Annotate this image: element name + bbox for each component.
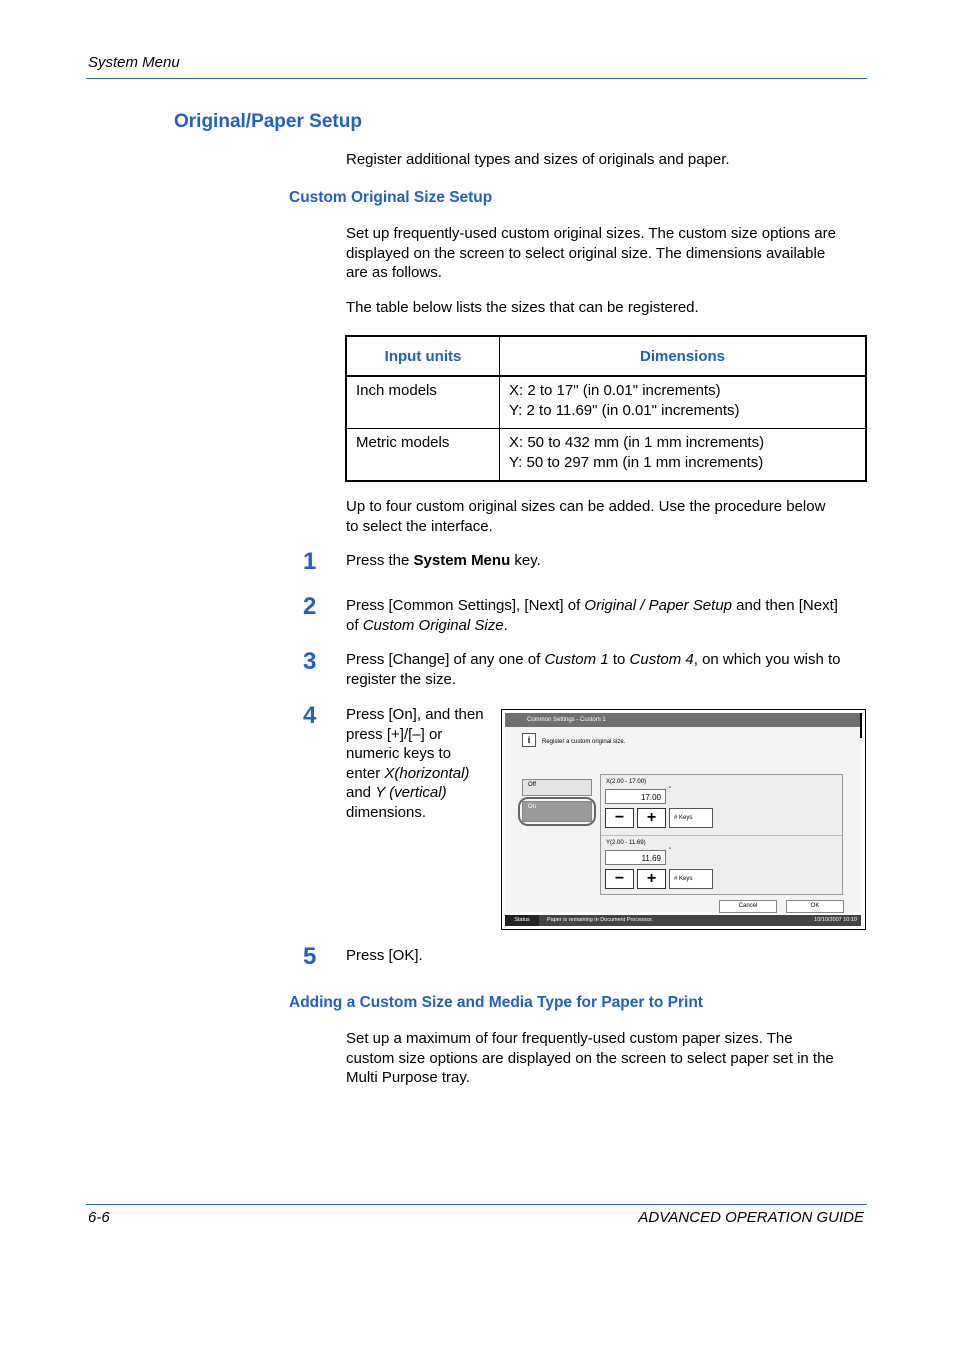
table-header-dimensions: Dimensions [500,336,867,376]
step-line: numeric keys to [346,745,452,762]
step-text: and [346,784,376,801]
y-value-field[interactable]: 11.69 [605,850,666,865]
step-text: to [608,651,630,668]
table-cell-dimensions [500,429,867,482]
step-5-text: Press [OK]. [346,947,423,964]
table-cell-dimensions [500,376,867,429]
paragraph-line: are as follows. [346,264,442,281]
dimension-x: X: 2 to 17" (in 0.01" increments) [509,382,721,399]
adding-paragraph [346,1029,868,1088]
step-line [346,616,868,636]
paragraph-line: Set up a maximum of four frequently-used custom paper sizes. The [346,1030,793,1047]
step-emph: Custom Original Size [362,616,504,634]
step-text: and then [Next] [732,597,838,614]
step-text: of [346,616,363,634]
step-emph: Custom 1 [544,651,609,668]
x-unit: " [669,787,672,793]
size-table [345,335,867,482]
cancel-button[interactable]: Cancel [719,900,777,913]
step-number-3: 3 [303,648,317,675]
header-rule [86,78,867,79]
step-line [346,596,868,616]
table-intro: The table below lists the sizes that can be registered. [346,299,699,316]
subsection-title-adding: Adding a Custom Size and Media Type for Paper to Print [289,994,703,1011]
procedure-intro [346,497,868,536]
step-text: Press [Common Settings], [Next] of [346,597,585,614]
running-header: System Menu [88,54,180,71]
step-text: Press [Change] of any one of [346,651,545,668]
step-emph: Y (vertical) [375,784,447,801]
dimension-group [600,774,843,895]
step-line: Press [On], and then [346,706,484,723]
custom-original-paragraph [346,224,868,283]
panel-message: Register a custom original size. [542,739,626,745]
step-4-text [346,705,496,822]
table-header-input-units: Input units [346,336,500,376]
y-minus-button[interactable]: − [605,869,634,889]
step-emph: X(horizontal) [384,764,470,782]
key-name: System Menu [413,552,511,569]
status-message: Paper is remaining in Document Processor. [547,917,653,923]
status-button[interactable]: Status [505,915,539,926]
x-keys-button[interactable]: # Keys [669,808,713,828]
info-icon: i [522,733,536,747]
step-emph: Original / Paper Setup [584,597,733,614]
subsection-title-custom-original: Custom Original Size Setup [289,189,493,206]
step-1-text [346,551,868,571]
step-text: key. [510,552,541,569]
step-text: enter [346,764,385,782]
x-value-field[interactable]: 17.00 [605,789,666,804]
dimension-y: Y: 50 to 297 mm (in 1 mm increments) [509,453,764,471]
on-button[interactable]: On [522,801,592,822]
step-text: , on which you wish to [693,651,841,668]
step-line [346,783,496,803]
status-datetime: 10/10/2007 10:10 [814,917,857,923]
table-row [346,429,866,482]
table-cell-unit: Inch models [346,376,500,429]
status-bar [505,915,861,926]
step-number-5: 5 [303,943,317,970]
paragraph-line: to select the interface. [346,517,493,535]
step-text: Press the [346,552,414,569]
y-unit: " [669,848,672,854]
step-number-4: 4 [303,702,317,729]
paragraph-line: Set up frequently-used custom original sizes. The custom size options are [346,225,836,242]
paragraph-line: Up to four custom original sizes can be added. Use the procedure below [346,498,826,515]
panel-edge-mark [860,713,862,738]
step-3-text [346,650,868,689]
step-line: dimensions. [346,803,427,821]
footer-rule [86,1204,867,1205]
step-number-2: 2 [303,593,317,620]
step-line: register the size. [346,670,457,688]
step-line [346,650,868,670]
table-cell-unit: Metric models [346,429,500,482]
y-keys-button[interactable]: # Keys [669,869,713,889]
paragraph-line: custom size options are displayed on the screen to select paper set in the [346,1049,834,1067]
section-title: Original/Paper Setup [174,111,362,132]
x-plus-button[interactable]: + [637,808,666,828]
group-divider [601,835,842,836]
step-number-1: 1 [303,548,317,575]
step-line [346,764,496,784]
off-button[interactable]: Off [522,779,592,796]
x-minus-button[interactable]: − [605,808,634,828]
table-header-row [346,336,866,376]
guide-title: ADVANCED OPERATION GUIDE [638,1209,864,1226]
operation-panel-screenshot [501,709,866,930]
dimension-x: X: 50 to 432 mm (in 1 mm increments) [509,434,765,451]
step-text: . [503,616,508,634]
panel-title-bar: Common Settings - Custom 1 [505,713,861,727]
paragraph-line: displayed on the screen to select original size. The dimensions available [346,244,826,262]
section-intro: Register additional types and sizes of originals and paper. [346,151,730,168]
page-number: 6-6 [88,1209,110,1226]
x-range-label: X(2.00 - 17.00) [606,779,647,785]
y-range-label: Y(2.00 - 11.69) [606,840,646,846]
dimension-y: Y: 2 to 11.69" (in 0.01" increments) [509,401,740,419]
step-emph: Custom 4 [629,651,694,668]
y-plus-button[interactable]: + [637,869,666,889]
ok-button[interactable]: OK [786,900,844,913]
step-2-text [346,596,868,635]
step-line: press [+]/[–] or [346,725,443,743]
table-row [346,376,866,429]
paragraph-line: Multi Purpose tray. [346,1069,470,1086]
